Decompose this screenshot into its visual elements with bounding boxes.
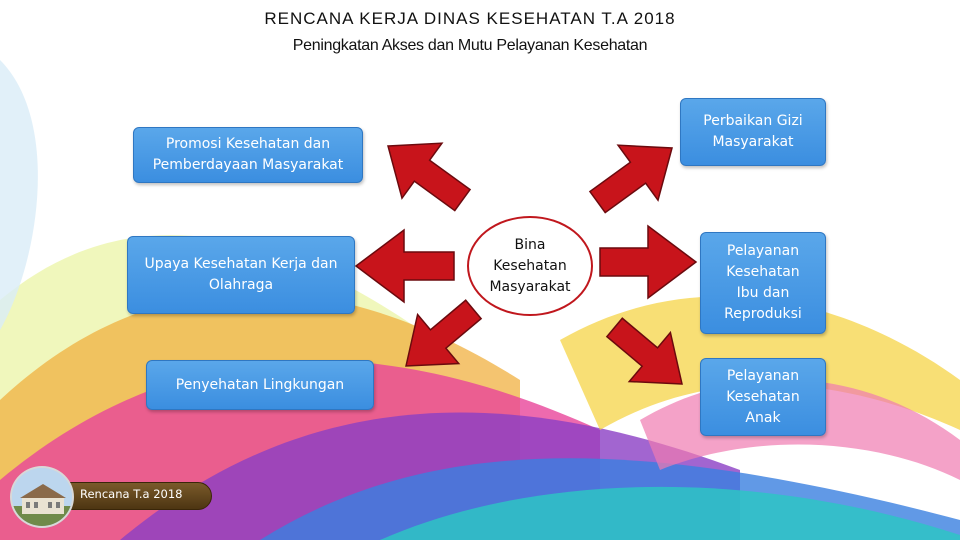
box-upaya-label: Upaya Kesehatan Kerja dan Olahraga: [144, 256, 338, 293]
center-label: Bina Kesehatan Masyarakat: [489, 236, 571, 295]
box-promosi-kesehatan: [133, 127, 363, 183]
box-lingkungan-label: Penyehatan Lingkungan: [175, 376, 345, 393]
arrow-to-promosi: [368, 118, 482, 227]
center-circle-bina-kesehatan: [467, 216, 593, 316]
footer-badge: [8, 466, 214, 528]
box-kesehatan-anak: [700, 358, 826, 436]
box-perbaikan-gizi: [680, 98, 826, 166]
page-subtitle: Peningkatan Akses dan Mutu Pelayanan Kesehatan: [292, 37, 648, 54]
building-photo-icon: [10, 466, 74, 528]
page-title: RENCANA KERJA DINAS KESEHATAN T.A 2018: [264, 9, 676, 28]
box-penyehatan-lingkungan: [146, 360, 374, 410]
arrow-to-gizi: [578, 120, 692, 229]
arrow-to-anak: [594, 303, 703, 409]
box-upaya-kesehatan-kerja: [127, 236, 355, 314]
box-promosi-label: Promosi Kesehatan dan Pemberdayaan Masyarakat: [152, 136, 344, 173]
box-kesehatan-ibu: [700, 232, 826, 334]
box-ibu-label: Pelayanan Kesehatan Ibu dan Reproduksi: [724, 243, 802, 322]
box-gizi-label: Perbaikan Gizi Masyarakat: [703, 113, 803, 150]
footer-label: Rencana T.a 2018: [80, 487, 183, 501]
arrow-to-ibu: [600, 226, 696, 298]
arrow-to-upaya: [356, 230, 454, 302]
box-anak-label: Pelayanan Kesehatan Anak: [726, 367, 800, 426]
